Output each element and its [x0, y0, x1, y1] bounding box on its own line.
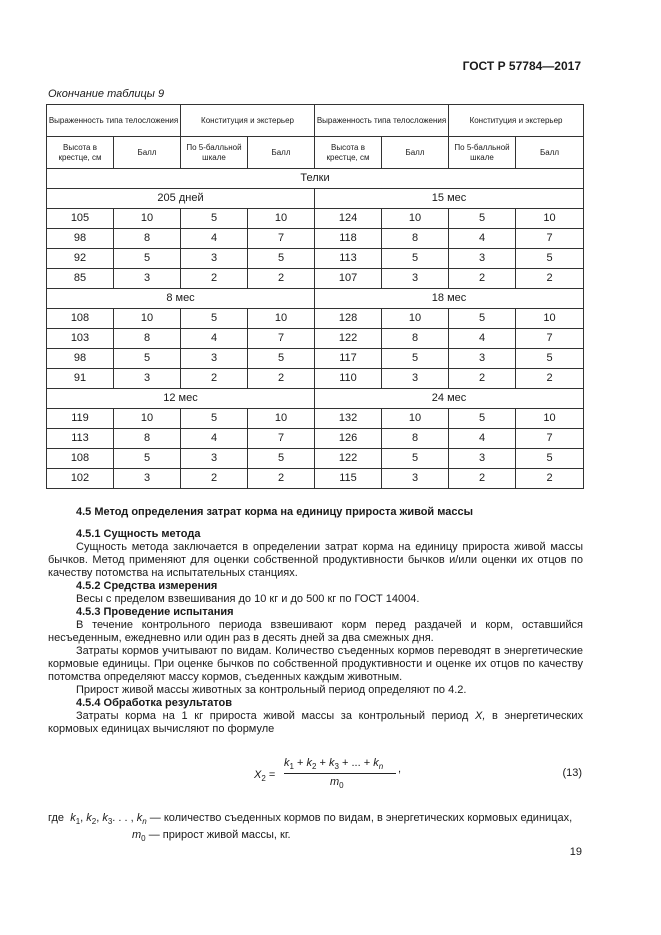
table-cell: 10: [248, 309, 315, 329]
table-cell: 5: [516, 349, 584, 369]
heading-4-5: 4.5 Метод определения затрат корма на единицу прироста живой массы: [76, 506, 473, 518]
table-cell: 105: [47, 209, 114, 229]
table-section-row: [47, 169, 584, 189]
heading-4-5-3: 4.5.3 Проведение испытания: [76, 606, 234, 618]
table-row: [47, 349, 584, 369]
table-cell: 2: [181, 469, 248, 489]
table-row: [47, 309, 584, 329]
table-cell: 3: [114, 369, 181, 389]
table-caption: Окончание таблицы 9: [48, 88, 165, 100]
table-cell: 5: [114, 249, 181, 269]
table-cell: 113: [47, 429, 114, 449]
table-age-row: [47, 389, 584, 409]
table-cell: 10: [114, 309, 181, 329]
table-cell: 3: [449, 249, 516, 269]
table-row: [47, 229, 584, 249]
table-cell: 4: [181, 229, 248, 249]
table-cell: 10: [516, 409, 584, 429]
table-row: [47, 449, 584, 469]
para-4-5-3-c: Прирост живой массы животных за контрольный период определяют по 4.2.: [76, 684, 467, 696]
column-header: Балл: [516, 137, 584, 169]
table-cell: 108: [47, 449, 114, 469]
column-header: Балл: [248, 137, 315, 169]
table-cell: 2: [516, 369, 584, 389]
table-cell: 3: [181, 349, 248, 369]
table-cell: 2: [449, 469, 516, 489]
table-cell: 85: [47, 269, 114, 289]
table-cell: 5: [181, 309, 248, 329]
table-row: [47, 409, 584, 429]
table-cell: 10: [248, 209, 315, 229]
table-cell: 3: [382, 369, 449, 389]
table-cell: 10: [114, 409, 181, 429]
table-cell: 122: [315, 329, 382, 349]
table-cell: 126: [315, 429, 382, 449]
table-cell: 122: [315, 449, 382, 469]
table-cell: 3: [382, 269, 449, 289]
table-cell: 119: [47, 409, 114, 429]
table-row: [47, 369, 584, 389]
table-age-row: [47, 289, 584, 309]
age-label: 24 мес: [315, 389, 584, 409]
table-cell: 113: [315, 249, 382, 269]
table-cell: 3: [181, 449, 248, 469]
group-header: Выраженность типа телосложения: [315, 105, 449, 137]
column-header: По 5-балльной шкале: [181, 137, 248, 169]
section-4-5: [48, 506, 583, 519]
table-sub-header-row: [47, 137, 584, 169]
table-cell: 10: [516, 209, 584, 229]
table-cell: 124: [315, 209, 382, 229]
table-cell: 132: [315, 409, 382, 429]
table-9: [46, 104, 584, 489]
table-cell: 107: [315, 269, 382, 289]
table-cell: 117: [315, 349, 382, 369]
table-cell: 4: [449, 329, 516, 349]
table-cell: 2: [516, 469, 584, 489]
table-cell: 5: [449, 209, 516, 229]
table-cell: 5: [516, 249, 584, 269]
para-4-5-2: Весы с пределом взвешивания до 10 кг и до 500 кг по ГОСТ 14004.: [76, 593, 420, 605]
age-label: 8 мес: [47, 289, 315, 309]
table-cell: 3: [114, 269, 181, 289]
formula-13: $X_2$ = $k_1 + k_2 + k_3$ + ... + $k_n$ , $m_0$: [254, 757, 402, 791]
table-cell: 10: [382, 209, 449, 229]
table-cell: 10: [248, 409, 315, 429]
para-4-5-4: Затраты корма на 1 кг прироста живой массы за контрольный период X, в энергетических кормовых единицах вычисляют по формуле: [48, 710, 583, 735]
table-age-row: [47, 189, 584, 209]
table-cell: 3: [114, 469, 181, 489]
para-4-5-3-a: В течение контрольного периода взвешивают корм перед раздачей и корм, оставшийся несъеденным, ежедневно или один раз в десять дней за два смежных дня.: [48, 619, 583, 644]
table-cell: 8: [382, 429, 449, 449]
table-cell: 2: [449, 369, 516, 389]
table-cell: 5: [181, 409, 248, 429]
table-cell: 5: [382, 349, 449, 369]
column-header: Балл: [382, 137, 449, 169]
table-cell: 4: [181, 429, 248, 449]
formula-number: (13): [562, 767, 582, 779]
table-cell: 8: [114, 229, 181, 249]
age-label: 18 мес: [315, 289, 584, 309]
table-row: [47, 209, 584, 229]
table-cell: 110: [315, 369, 382, 389]
table-cell: 10: [516, 309, 584, 329]
para-4-5-3-b: Затраты кормов учитывают по видам. Количество съеденных кормов переводят в энергетические кормовые единицы. При оценке бычков по собственной продуктивности и оценке их отцов по качеству потомства определяют массу кормов, съеденных каждым животным.: [48, 645, 583, 683]
table-cell: 5: [181, 209, 248, 229]
table-cell: 103: [47, 329, 114, 349]
table-cell: 3: [382, 469, 449, 489]
table-cell: 5: [114, 349, 181, 369]
document-id: ГОСТ Р 57784—2017: [462, 59, 581, 73]
table-cell: 2: [516, 269, 584, 289]
table-cell: 115: [315, 469, 382, 489]
heading-4-5-1: 4.5.1 Сущность метода: [76, 528, 201, 540]
page-number: 19: [569, 846, 582, 858]
table-cell: 2: [248, 269, 315, 289]
table-cell: 108: [47, 309, 114, 329]
age-label: 15 мес: [315, 189, 584, 209]
table-cell: 3: [181, 249, 248, 269]
heading-4-5-4: 4.5.4 Обработка результатов: [76, 697, 233, 709]
table-row: [47, 249, 584, 269]
table-cell: 7: [516, 429, 584, 449]
table-cell: 5: [382, 249, 449, 269]
table-cell: 5: [449, 409, 516, 429]
table-cell: 92: [47, 249, 114, 269]
table-cell: 98: [47, 229, 114, 249]
table-cell: 4: [449, 429, 516, 449]
table-cell: 2: [248, 369, 315, 389]
column-header: Высота в крестце, см: [315, 137, 382, 169]
table-cell: 98: [47, 349, 114, 369]
table-cell: 5: [449, 309, 516, 329]
table-cell: 2: [248, 469, 315, 489]
table-cell: 2: [181, 369, 248, 389]
table-group-header-row: [47, 105, 584, 137]
table-cell: 8: [114, 329, 181, 349]
table-cell: 8: [382, 229, 449, 249]
table-cell: 5: [248, 449, 315, 469]
table-cell: 4: [181, 329, 248, 349]
table-cell: 3: [449, 449, 516, 469]
table-cell: 10: [382, 309, 449, 329]
table-cell: 2: [449, 269, 516, 289]
table-row: [47, 329, 584, 349]
table-cell: 118: [315, 229, 382, 249]
table-cell: 7: [516, 329, 584, 349]
table-cell: 7: [248, 229, 315, 249]
age-label: 12 мес: [47, 389, 315, 409]
table-cell: 7: [516, 229, 584, 249]
para-4-5-1: Сущность метода заключается в определении затрат корма на единицу прироста живой массы бычков. Метод применяют для оценки собственной продуктивности бычков и/или оценки их отцов по качеству потомства на испытательных станциях.: [48, 541, 583, 579]
heading-4-5-2: 4.5.2 Средства измерения: [76, 580, 218, 592]
section-4-5-1: [48, 528, 583, 736]
group-header: Конституция и экстерьер: [449, 105, 584, 137]
group-header: Выраженность типа телосложения: [47, 105, 181, 137]
table-row: [47, 469, 584, 489]
column-header: По 5-балльной шкале: [449, 137, 516, 169]
table-cell: 128: [315, 309, 382, 329]
table-cell: 7: [248, 329, 315, 349]
table-row: [47, 269, 584, 289]
column-header: Высота в крестце, см: [47, 137, 114, 169]
table-cell: 7: [248, 429, 315, 449]
table-cell: 3: [449, 349, 516, 369]
table-cell: 91: [47, 369, 114, 389]
table-cell: 8: [382, 329, 449, 349]
formula-legend-line-2: $m_0$ — прирост живой массы, кг.: [132, 829, 291, 844]
table-cell: 2: [181, 269, 248, 289]
table-cell: 10: [114, 209, 181, 229]
table-cell: 5: [382, 449, 449, 469]
table-cell: 4: [449, 229, 516, 249]
table-cell: 5: [114, 449, 181, 469]
group-header: Конституция и экстерьер: [181, 105, 315, 137]
column-header: Балл: [114, 137, 181, 169]
table-cell: 5: [248, 349, 315, 369]
age-label: 205 дней: [47, 189, 315, 209]
section-title: Телки: [47, 169, 584, 189]
table-cell: 10: [382, 409, 449, 429]
table-cell: 102: [47, 469, 114, 489]
table-cell: 8: [114, 429, 181, 449]
table-cell: 5: [248, 249, 315, 269]
table-row: [47, 429, 584, 449]
table-cell: 5: [516, 449, 584, 469]
formula-legend-line-1: где $k_1$, $k_2$, $k_3$. . . , $k_n$ — количество съеденных кормов по видам, в энергетических кормовых единицах,: [48, 812, 573, 827]
